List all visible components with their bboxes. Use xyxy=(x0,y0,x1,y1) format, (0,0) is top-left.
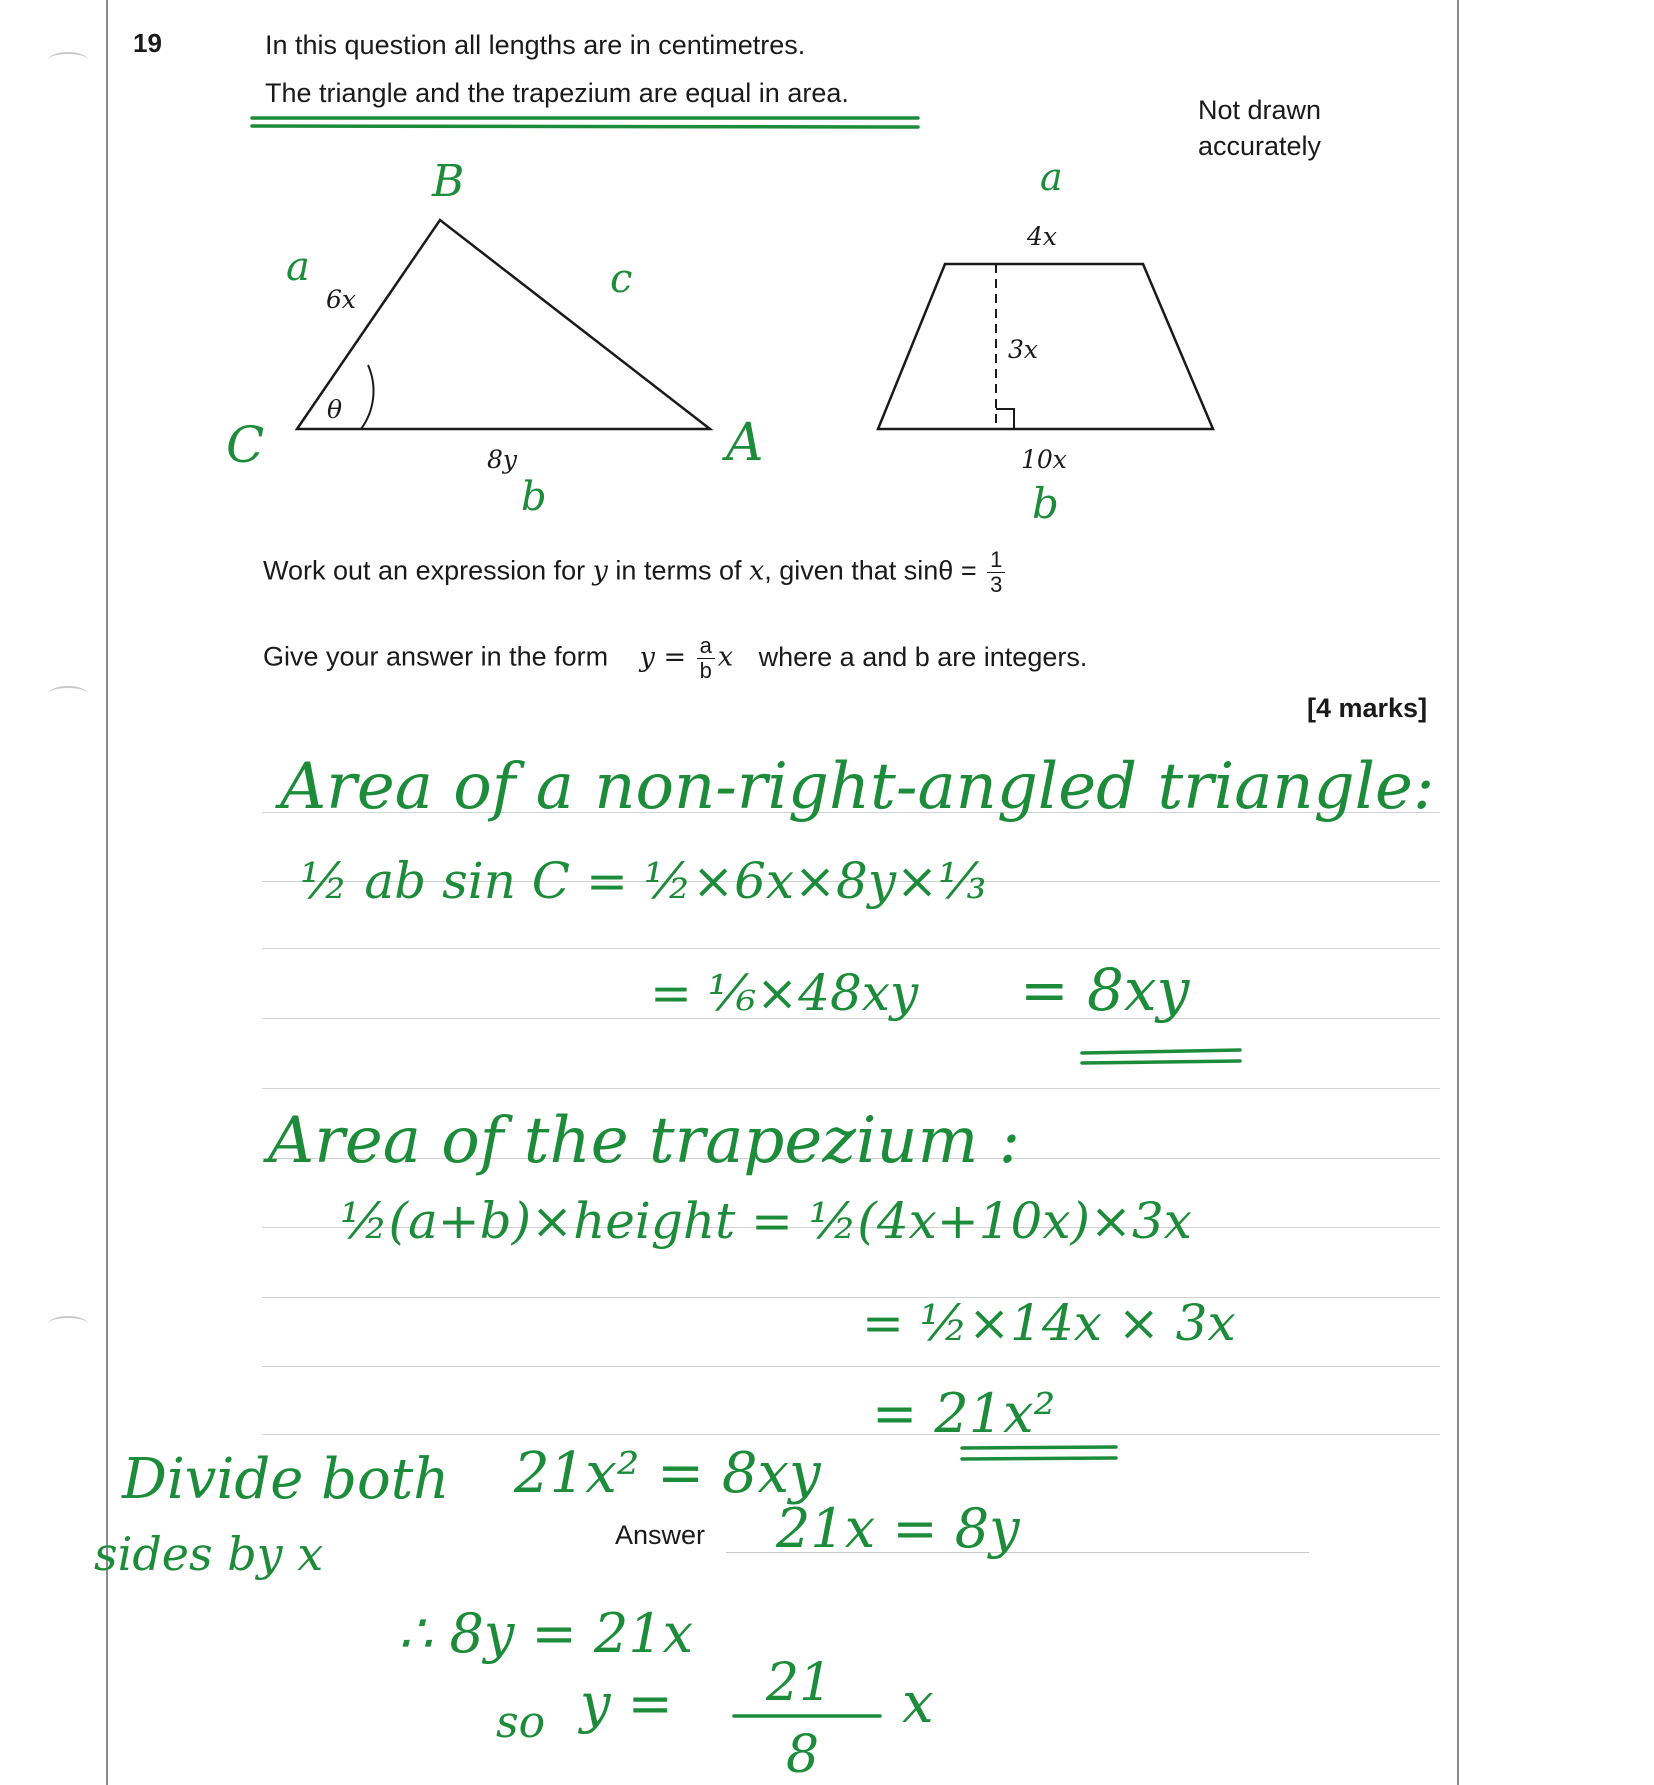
hw-trapezium-formula: ½(a+b)×height = ½(4x+10x)×3x xyxy=(340,1192,1192,1250)
triangle-shape xyxy=(297,220,710,429)
form-prefix: Give your answer in the form xyxy=(263,641,609,672)
trapezium-top-label: 4x xyxy=(1027,222,1058,251)
sin-numerator: 1 xyxy=(987,548,1005,573)
triangle-figure xyxy=(297,220,710,474)
hw-final-denominator: 8 xyxy=(786,1725,820,1785)
hw-divide-note-2: sides by x xyxy=(94,1527,324,1581)
question-premise: The triangle and the trapezium are equal in area. xyxy=(265,78,849,108)
hw-divide-note-1: Divide both xyxy=(122,1447,450,1512)
not-drawn-line-1: Not drawn xyxy=(1198,95,1322,125)
hw-final-numerator: 21 xyxy=(766,1653,833,1713)
hw-so: so xyxy=(496,1697,546,1748)
question-number: 19 xyxy=(133,28,162,58)
hw-label-c: c xyxy=(610,256,633,302)
hw-answer-line: 21x = 8y xyxy=(776,1497,1020,1560)
question-intro: In this question all lengths are in centimetres. xyxy=(265,30,806,60)
trapezium-height-label: 3x xyxy=(1008,335,1039,364)
hw-label-A: A xyxy=(726,413,764,473)
hw-final-y: y = xyxy=(580,1672,673,1735)
work-out-prefix: Work out an expression for xyxy=(263,555,593,586)
triangle-side-ab: 6x xyxy=(326,285,357,314)
hw-trapezium-result-underline xyxy=(962,1447,1116,1459)
hw-triangle-result: = 8xy xyxy=(1020,956,1190,1024)
work-out-mid: in terms of xyxy=(607,555,749,586)
form-denominator: b xyxy=(699,658,712,683)
hw-equation: 21x² = 8xy xyxy=(514,1441,821,1506)
var-y: y xyxy=(592,555,608,587)
hw-label-C: C xyxy=(226,416,265,474)
hw-label-B: B xyxy=(432,156,465,207)
hw-triangle-step: = ⅙×48xy xyxy=(650,964,919,1022)
right-angle-mark xyxy=(996,409,1014,429)
hw-heading-trapezium: Area of the trapezium : xyxy=(268,1104,1021,1178)
form-numerator: a xyxy=(697,634,715,659)
angle-arc xyxy=(361,365,374,429)
hw-therefore: ∴ 8y = 21x xyxy=(398,1602,694,1665)
marks-label: [4 marks] xyxy=(1307,693,1428,723)
triangle-angle-theta: θ xyxy=(327,395,343,424)
hw-trap-b: b xyxy=(1032,479,1059,528)
hw-triangle-formula: ½ ab sin C = ½×6x×8y×⅓ xyxy=(300,852,987,910)
hw-label-a: a xyxy=(286,244,310,290)
trapezium-bottom-label: 10x xyxy=(1021,445,1067,474)
premise-underline xyxy=(252,118,918,127)
sin-denominator: 3 xyxy=(990,572,1003,597)
triangle-side-ca: 8y xyxy=(487,445,518,474)
answer-label: Answer xyxy=(615,1520,706,1550)
form-x: x xyxy=(717,641,734,673)
form-y: y = xyxy=(639,641,687,673)
hw-final-x: x xyxy=(902,1671,934,1736)
trapezium-figure xyxy=(878,222,1213,474)
hw-triangle-result-underline xyxy=(1082,1050,1240,1063)
trapezium-shape xyxy=(878,264,1213,429)
hw-heading-triangle: Area of a non-right-angled triangle: xyxy=(280,750,1435,824)
hw-trap-a: a xyxy=(1040,155,1063,199)
hw-trapezium-result: = 21x² xyxy=(872,1382,1056,1445)
hw-label-b: b xyxy=(521,474,547,520)
work-out-given: , given that sinθ = xyxy=(764,555,977,586)
var-x: x xyxy=(748,555,765,587)
form-suffix: where a and b are integers. xyxy=(758,641,1088,672)
not-drawn-line-2: accurately xyxy=(1198,131,1322,161)
hw-trapezium-step: = ½×14x × 3x xyxy=(862,1294,1236,1352)
